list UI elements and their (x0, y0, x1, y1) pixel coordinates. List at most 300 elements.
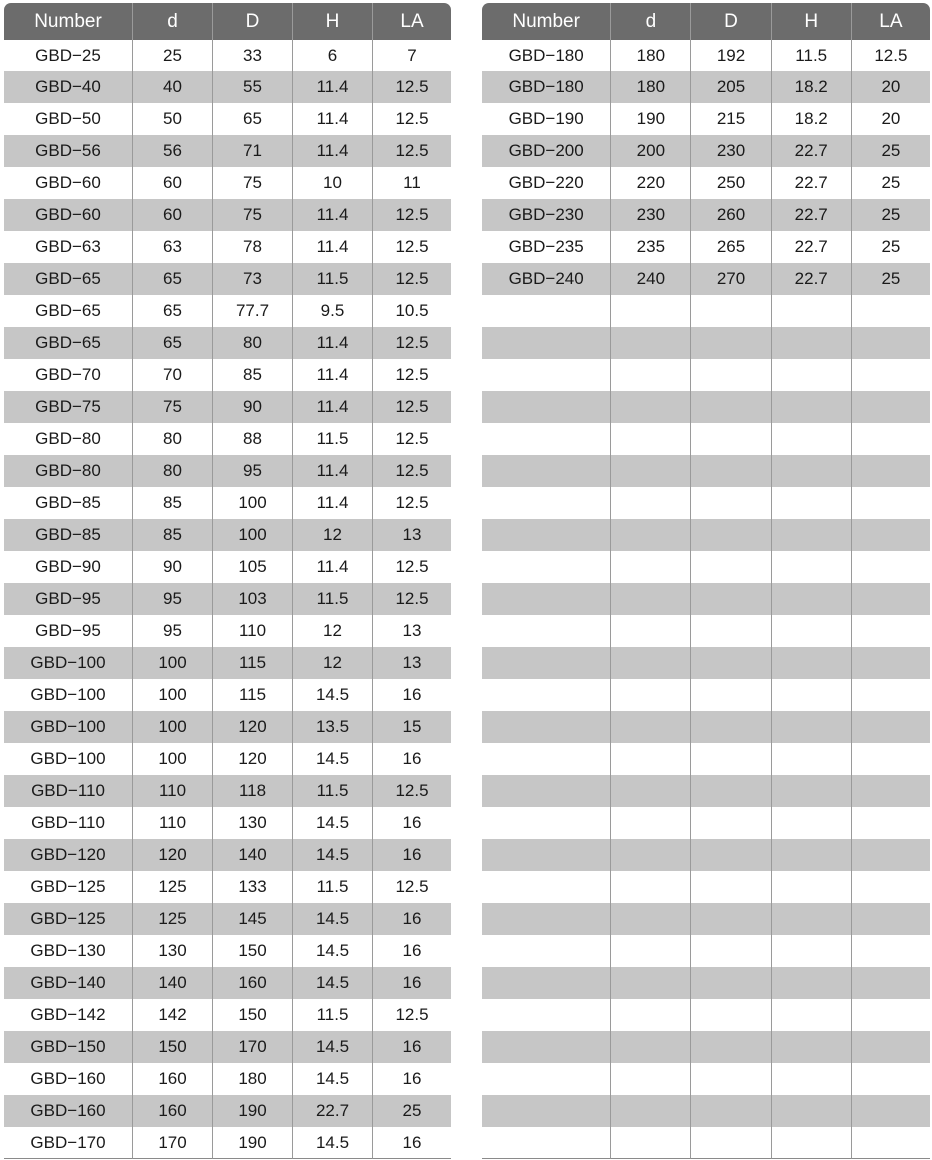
cell-d: 240 (610, 263, 690, 295)
table-row (4, 1095, 451, 1127)
cell-LA: 12.5 (372, 583, 451, 615)
cell-H: 11.4 (292, 391, 372, 423)
cell-LA: 25 (372, 1095, 451, 1127)
cell-D-upper: 85 (212, 359, 292, 391)
cell-number: GBD−90 (35, 557, 101, 576)
cell-number: GBD−190 (508, 109, 584, 128)
cell-LA: 16 (372, 839, 451, 871)
cell-d: 180 (610, 71, 690, 103)
cell-H (771, 807, 851, 839)
cell-d: 230 (610, 199, 690, 231)
cell-LA: 25 (851, 263, 930, 295)
cell-H: 11.4 (292, 487, 372, 519)
cell-number: GBD−235 (508, 237, 584, 256)
table-row (482, 327, 930, 359)
cell-number: GBD−65 (4, 263, 132, 295)
table-row (482, 1127, 930, 1159)
cell-number (482, 583, 610, 615)
cell-d: 65 (132, 263, 212, 295)
cell-H: 11.4 (292, 359, 372, 391)
cell-LA (851, 1031, 930, 1063)
cell-d: 65 (132, 327, 212, 359)
cell-LA (851, 935, 930, 967)
cell-LA: 16 (372, 903, 451, 935)
cell-D-upper (690, 295, 770, 327)
cell-D-upper: 140 (212, 839, 292, 871)
cell-number: GBD−100 (4, 647, 132, 679)
table-row (482, 71, 930, 103)
cell-H: 11.4 (292, 103, 372, 135)
cell-H: 14.5 (292, 807, 372, 839)
cell-D-upper: 265 (690, 231, 770, 263)
cell-d (610, 711, 690, 743)
cell-D-upper (690, 551, 770, 583)
cell-d: 100 (132, 679, 212, 711)
cell-H (771, 775, 851, 807)
cell-D-upper: 130 (212, 807, 292, 839)
cell-H: 14.5 (292, 743, 372, 775)
cell-d (610, 615, 690, 647)
table-row (4, 487, 451, 519)
cell-H: 11.4 (292, 455, 372, 487)
cell-H: 11.4 (292, 327, 372, 359)
table-row (482, 807, 930, 839)
cell-d: 100 (132, 647, 212, 679)
cell-LA (851, 679, 930, 711)
cell-D-upper: 250 (690, 167, 770, 199)
cell-number: GBD−75 (4, 391, 132, 423)
table-row (4, 935, 451, 967)
cell-d: 50 (132, 103, 212, 135)
cell-number (482, 839, 610, 871)
cell-LA (851, 583, 930, 615)
cell-D-upper: 95 (212, 455, 292, 487)
table-row (482, 423, 930, 455)
cell-H (771, 551, 851, 583)
cell-number: GBD−125 (30, 877, 106, 896)
cell-d: 160 (132, 1063, 212, 1095)
cell-H: 11.4 (292, 135, 372, 167)
table-row (482, 103, 930, 135)
cell-d (610, 519, 690, 551)
cell-number (482, 455, 610, 487)
cell-LA: 16 (372, 1063, 451, 1095)
cell-LA (851, 999, 930, 1031)
cell-number (482, 711, 610, 743)
cell-number: GBD−125 (4, 903, 132, 935)
cell-d (610, 295, 690, 327)
table-row (482, 615, 930, 647)
cell-LA (851, 615, 930, 647)
cell-D-upper (690, 487, 770, 519)
table-row (482, 40, 930, 71)
cell-D-upper (690, 327, 770, 359)
cell-number (482, 1095, 610, 1127)
cell-H: 11.5 (292, 775, 372, 807)
cell-d (610, 583, 690, 615)
column-header-LA: LA (851, 3, 930, 40)
cell-H (771, 743, 851, 775)
cell-LA: 20 (851, 71, 930, 103)
cell-LA: 13 (372, 647, 451, 679)
table-body (4, 40, 451, 1159)
cell-D-upper: 115 (212, 647, 292, 679)
cell-d: 90 (132, 551, 212, 583)
cell-number (482, 423, 610, 455)
cell-D-upper (690, 679, 770, 711)
cell-d (610, 455, 690, 487)
cell-number (482, 519, 610, 551)
cell-LA: 7 (372, 40, 451, 71)
cell-D-upper (690, 967, 770, 999)
cell-number: GBD−40 (4, 71, 132, 103)
header-row (482, 3, 930, 40)
cell-d: 125 (132, 903, 212, 935)
cell-D-upper (690, 807, 770, 839)
table-row (482, 583, 930, 615)
cell-number (482, 903, 610, 935)
cell-D-upper: 105 (212, 551, 292, 583)
table-row (482, 935, 930, 967)
cell-D-upper: 270 (690, 263, 770, 295)
cell-H: 11.4 (292, 551, 372, 583)
table-row (4, 423, 451, 455)
cell-D-upper (690, 711, 770, 743)
table-row (4, 647, 451, 679)
cell-number (482, 1063, 610, 1095)
table-row (482, 391, 930, 423)
table-row (4, 455, 451, 487)
table-row (482, 647, 930, 679)
cell-d: 40 (132, 71, 212, 103)
cell-D-upper (690, 1127, 770, 1159)
table-row (4, 231, 451, 263)
cell-number: GBD−180 (508, 45, 584, 65)
cell-LA (851, 967, 930, 999)
cell-H (771, 327, 851, 359)
cell-LA: 12.5 (372, 455, 451, 487)
cell-d (610, 935, 690, 967)
cell-H: 11.5 (292, 583, 372, 615)
cell-LA (851, 711, 930, 743)
cell-number: GBD−60 (4, 199, 132, 231)
cell-number (482, 807, 610, 839)
cell-number (482, 551, 610, 583)
cell-D-upper: 192 (690, 40, 770, 71)
table-row (4, 839, 451, 871)
table-row (4, 999, 451, 1031)
cell-D-upper: 71 (212, 135, 292, 167)
cell-D-upper (690, 775, 770, 807)
cell-LA: 12.5 (372, 423, 451, 455)
cell-number (482, 679, 610, 711)
cell-H: 11.5 (292, 263, 372, 295)
cell-H: 10 (292, 167, 372, 199)
column-header-H: H (771, 3, 851, 40)
cell-H (771, 647, 851, 679)
cell-D-upper: 65 (212, 103, 292, 135)
table-row (4, 551, 451, 583)
cell-d (610, 1031, 690, 1063)
table-row (482, 359, 930, 391)
table-row (4, 967, 451, 999)
cell-LA: 12.5 (372, 263, 451, 295)
table-row (4, 615, 451, 647)
cell-H: 14.5 (292, 839, 372, 871)
cell-LA (851, 839, 930, 871)
cell-number (482, 871, 610, 903)
cell-D-upper: 150 (212, 935, 292, 967)
cell-H: 14.5 (292, 1063, 372, 1095)
cell-D-upper: 100 (212, 487, 292, 519)
cell-d: 100 (132, 743, 212, 775)
cell-d: 170 (132, 1127, 212, 1159)
cell-H: 14.5 (292, 679, 372, 711)
cell-H: 9.5 (292, 295, 372, 327)
cell-number (482, 295, 610, 327)
cell-LA: 15 (372, 711, 451, 743)
cell-d (610, 327, 690, 359)
cell-H (771, 903, 851, 935)
cell-H (771, 999, 851, 1031)
cell-d: 25 (132, 40, 212, 71)
cell-LA: 12.5 (372, 103, 451, 135)
table-header (4, 3, 451, 40)
cell-d (610, 1127, 690, 1159)
cell-number: GBD−110 (31, 813, 105, 832)
table-row (482, 199, 930, 231)
cell-H: 11.5 (292, 423, 372, 455)
cell-d (610, 839, 690, 871)
cell-d (610, 551, 690, 583)
table-row (482, 999, 930, 1031)
cell-LA: 12.5 (372, 231, 451, 263)
cell-d: 70 (132, 359, 212, 391)
cell-LA: 16 (372, 807, 451, 839)
cell-H (771, 1063, 851, 1095)
cell-LA: 16 (372, 1031, 451, 1063)
cell-LA (851, 423, 930, 455)
cell-number: GBD−95 (35, 621, 101, 640)
cell-H: 12 (292, 647, 372, 679)
cell-D-upper (690, 839, 770, 871)
cell-H: 12 (292, 519, 372, 551)
cell-d: 142 (132, 999, 212, 1031)
cell-H (771, 615, 851, 647)
table-row (482, 743, 930, 775)
cell-LA: 20 (851, 103, 930, 135)
column-header-D-upper: D (690, 3, 770, 40)
cell-d (610, 775, 690, 807)
cell-H: 11.5 (292, 871, 372, 903)
cell-D-upper: 115 (212, 679, 292, 711)
cell-D-upper (690, 903, 770, 935)
cell-d: 200 (610, 135, 690, 167)
cell-H: 14.5 (292, 967, 372, 999)
table-body (482, 40, 930, 1159)
cell-H: 22.7 (771, 263, 851, 295)
table-row (4, 40, 451, 71)
cell-number: GBD−60 (35, 173, 101, 192)
cell-LA (851, 1127, 930, 1159)
cell-D-upper (690, 871, 770, 903)
cell-d (610, 423, 690, 455)
cell-d: 95 (132, 583, 212, 615)
cell-H: 18.2 (771, 71, 851, 103)
cell-number: GBD−230 (482, 199, 610, 231)
cell-LA (851, 807, 930, 839)
cell-d (610, 1095, 690, 1127)
cell-D-upper: 170 (212, 1031, 292, 1063)
cell-H: 6 (292, 40, 372, 71)
cell-D-upper (690, 615, 770, 647)
cell-D-upper: 75 (212, 167, 292, 199)
cell-d: 65 (132, 295, 212, 327)
cell-H: 11.4 (292, 199, 372, 231)
cell-LA (851, 647, 930, 679)
cell-D-upper: 230 (690, 135, 770, 167)
table-row (4, 519, 451, 551)
table-row (4, 103, 451, 135)
cell-number: GBD−70 (35, 365, 101, 384)
cell-D-upper: 103 (212, 583, 292, 615)
cell-D-upper: 120 (212, 743, 292, 775)
table-row (4, 71, 451, 103)
cell-D-upper: 110 (212, 615, 292, 647)
column-header-H: H (292, 3, 372, 40)
cell-LA: 12.5 (851, 40, 930, 71)
header-row (4, 3, 451, 40)
column-header-d: d (610, 3, 690, 40)
cell-d: 220 (610, 167, 690, 199)
cell-number (482, 359, 610, 391)
cell-LA: 12.5 (372, 871, 451, 903)
cell-d: 80 (132, 423, 212, 455)
cell-LA: 12.5 (372, 551, 451, 583)
cell-LA: 16 (372, 1127, 451, 1159)
cell-d: 150 (132, 1031, 212, 1063)
cell-D-upper (690, 1063, 770, 1095)
cell-number: GBD−220 (508, 173, 584, 192)
cell-number (482, 647, 610, 679)
cell-H (771, 455, 851, 487)
table-row (482, 871, 930, 903)
table-row (4, 359, 451, 391)
cell-d: 125 (132, 871, 212, 903)
cell-LA: 12.5 (372, 327, 451, 359)
cell-H: 22.7 (292, 1095, 372, 1127)
column-header-number: Number (4, 3, 132, 40)
cell-number: GBD−200 (482, 135, 610, 167)
table-row (4, 743, 451, 775)
cell-number: GBD−130 (30, 941, 106, 960)
cell-number: GBD−120 (4, 839, 132, 871)
cell-number: GBD−170 (4, 1127, 132, 1159)
cell-D-upper: 80 (212, 327, 292, 359)
cell-LA: 25 (851, 167, 930, 199)
cell-LA (851, 487, 930, 519)
cell-LA (851, 519, 930, 551)
cell-number: GBD−95 (4, 583, 132, 615)
cell-LA (851, 455, 930, 487)
cell-LA (851, 359, 930, 391)
cell-D-upper (690, 999, 770, 1031)
table-row (482, 679, 930, 711)
cell-H (771, 391, 851, 423)
cell-D-upper: 90 (212, 391, 292, 423)
cell-d (610, 359, 690, 391)
cell-D-upper: 73 (212, 263, 292, 295)
cell-LA (851, 327, 930, 359)
cell-LA: 12.5 (372, 999, 451, 1031)
cell-D-upper: 78 (212, 231, 292, 263)
cell-number: GBD−65 (4, 327, 132, 359)
cell-d: 56 (132, 135, 212, 167)
cell-D-upper (690, 1095, 770, 1127)
table-row (4, 167, 451, 199)
cell-D-upper: 77.7 (212, 295, 292, 327)
cell-number (482, 391, 610, 423)
cell-d: 160 (132, 1095, 212, 1127)
cell-number: GBD−85 (35, 493, 101, 512)
cell-d: 110 (132, 807, 212, 839)
cell-d: 235 (610, 231, 690, 263)
table-row (482, 231, 930, 263)
cell-D-upper: 260 (690, 199, 770, 231)
cell-H (771, 679, 851, 711)
cell-H (771, 295, 851, 327)
cell-D-upper: 145 (212, 903, 292, 935)
cell-D-upper (690, 1031, 770, 1063)
table-row (4, 391, 451, 423)
cell-d: 95 (132, 615, 212, 647)
table-row (4, 1063, 451, 1095)
cell-D-upper: 120 (212, 711, 292, 743)
cell-D-upper: 118 (212, 775, 292, 807)
table-row (482, 455, 930, 487)
cell-LA: 25 (851, 135, 930, 167)
cell-number (482, 775, 610, 807)
table-row (4, 903, 451, 935)
cell-d: 140 (132, 967, 212, 999)
cell-H (771, 1095, 851, 1127)
table-row (4, 263, 451, 295)
cell-D-upper: 88 (212, 423, 292, 455)
table-row (4, 327, 451, 359)
cell-d (610, 1063, 690, 1095)
cell-LA (851, 551, 930, 583)
cell-D-upper (690, 423, 770, 455)
cell-d: 110 (132, 775, 212, 807)
cell-LA: 12.5 (372, 487, 451, 519)
cell-LA: 12.5 (372, 775, 451, 807)
table-row (482, 967, 930, 999)
cell-H (771, 487, 851, 519)
cell-H: 13.5 (292, 711, 372, 743)
cell-H: 11.5 (771, 40, 851, 71)
cell-number (482, 999, 610, 1031)
column-header-d: d (132, 3, 212, 40)
cell-D-upper (690, 583, 770, 615)
cell-number: GBD−100 (30, 685, 106, 704)
cell-H: 22.7 (771, 231, 851, 263)
cell-H (771, 519, 851, 551)
cell-number (482, 935, 610, 967)
cell-d (610, 679, 690, 711)
cell-H (771, 967, 851, 999)
table-row (482, 1063, 930, 1095)
cell-D-upper (690, 519, 770, 551)
